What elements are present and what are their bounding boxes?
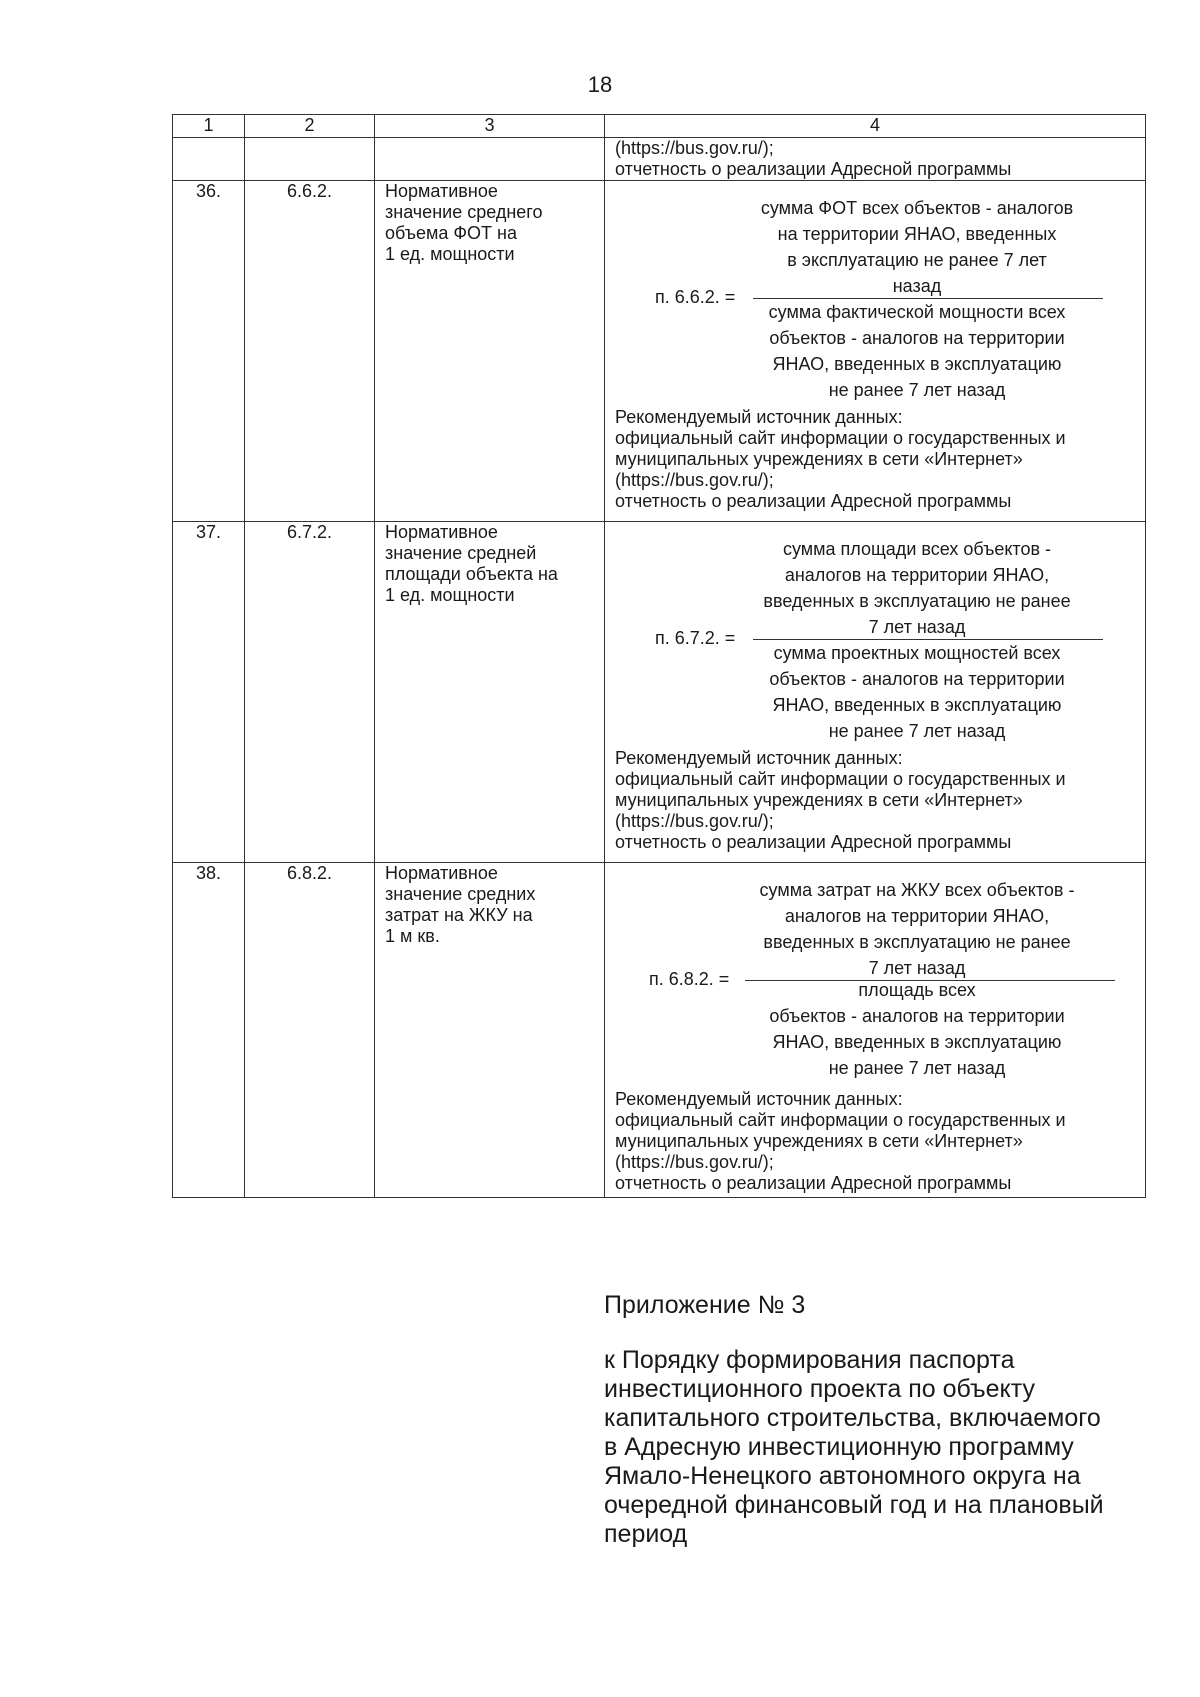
table-row <box>173 863 1146 1198</box>
numerator-line: аналогов на территории ЯНАО, <box>784 565 1050 585</box>
header-col-3: 3 <box>375 115 605 138</box>
source-line: муниципальных учреждениях в сети «Интернет» <box>615 1131 1023 1151</box>
appendix-line: очередной финансовый год и на плановый <box>604 1491 1104 1519</box>
source-line: (https://bus.gov.ru/); <box>615 811 774 831</box>
row-code: 6.6.2. <box>245 181 375 522</box>
appendix-line: Ямало-Ненецкого автономного округа на <box>604 1462 1081 1490</box>
cell-empty <box>245 138 375 181</box>
numerator-line: введенных в эксплуатацию не ранее <box>763 591 1071 611</box>
source-line: официальный сайт информации о государственных и <box>615 428 1066 448</box>
table-row <box>173 181 1146 522</box>
header-col-1: 1 <box>173 115 245 138</box>
cell-empty <box>375 138 605 181</box>
appendix-body <box>604 1346 1164 1549</box>
source-line: Рекомендуемый источник данных: <box>615 1089 903 1109</box>
name-line: площади объекта на <box>385 564 558 584</box>
numerator-line: в эксплуатацию не ранее 7 лет <box>787 250 1047 270</box>
numerator-line: на территории ЯНАО, введенных <box>777 224 1057 244</box>
denominator-line: не ранее 7 лет назад <box>828 721 1006 741</box>
source-line: Рекомендуемый источник данных: <box>615 407 903 427</box>
formula <box>615 536 1135 746</box>
numerator-line: сумма площади всех объектов - <box>782 539 1052 559</box>
name-line: Нормативное <box>385 181 498 201</box>
row-number: 38. <box>173 863 245 1198</box>
formula-numerator <box>745 536 1089 640</box>
data-source <box>615 748 1135 853</box>
table-header-row <box>173 115 1146 138</box>
source-line: отчетность о реализации Адресной программы <box>615 491 1012 511</box>
cell-empty <box>173 138 245 181</box>
name-line: значение среднего <box>385 202 543 222</box>
table-row <box>173 522 1146 863</box>
appendix-line: к Порядку формирования паспорта <box>604 1346 1015 1374</box>
numerator-line: сумма затрат на ЖКУ всех объектов - <box>759 880 1075 900</box>
name-line: Нормативное <box>385 522 498 542</box>
formula-label: п. 6.6.2. = <box>655 287 736 307</box>
name-line: 1 м кв. <box>385 926 440 946</box>
data-source <box>615 407 1135 512</box>
table-row-continuation <box>173 138 1146 181</box>
name-line: 1 ед. мощности <box>385 244 515 264</box>
source-line: муниципальных учреждениях в сети «Интернет» <box>615 449 1023 469</box>
name-line: значение средней <box>385 543 537 563</box>
denominator-line: не ранее 7 лет назад <box>828 380 1006 400</box>
denominator-line: ЯНАО, введенных в эксплуатацию <box>772 1032 1062 1052</box>
name-line: значение средних <box>385 884 536 904</box>
formula-numerator <box>745 877 1089 981</box>
indicator-name <box>375 863 605 1198</box>
numerator-line: сумма ФОТ всех объектов - аналогов <box>760 198 1074 218</box>
formula <box>615 877 1135 1087</box>
formula-label: п. 6.7.2. = <box>655 628 736 648</box>
indicators-table <box>172 114 1146 1198</box>
formula-cell <box>605 522 1146 863</box>
numerator-line: аналогов на территории ЯНАО, <box>784 906 1050 926</box>
name-line: затрат на ЖКУ на <box>385 905 533 925</box>
source-line: официальный сайт информации о государственных и <box>615 1110 1066 1130</box>
formula-denominator <box>745 299 1089 403</box>
continuation-line: (https://bus.gov.ru/); <box>615 138 774 158</box>
source-line: (https://bus.gov.ru/); <box>615 470 774 490</box>
appendix-title: Приложение № 3 <box>604 1291 806 1319</box>
continuation-line: отчетность о реализации Адресной программы <box>615 159 1012 179</box>
denominator-line: сумма фактической мощности всех <box>768 302 1066 322</box>
name-line: объема ФОТ на <box>385 223 518 243</box>
source-line: отчетность о реализации Адресной программы <box>615 832 1012 852</box>
source-line: отчетность о реализации Адресной программы <box>615 1173 1012 1193</box>
denominator-line: объектов - аналогов на территории <box>769 328 1065 348</box>
source-line: (https://bus.gov.ru/); <box>615 1152 774 1172</box>
page-number: 18 <box>587 72 613 97</box>
row-code: 6.8.2. <box>245 863 375 1198</box>
formula <box>615 195 1135 405</box>
numerator-line: введенных в эксплуатацию не ранее <box>763 932 1071 952</box>
indicator-name <box>375 181 605 522</box>
numerator-line: назад <box>892 276 942 296</box>
formula-denominator <box>745 977 1089 1081</box>
header-col-2: 2 <box>245 115 375 138</box>
denominator-line: ЯНАО, введенных в эксплуатацию <box>772 354 1062 374</box>
formula-label: п. 6.8.2. = <box>649 969 730 989</box>
formula-cell <box>605 181 1146 522</box>
appendix-line: инвестиционного проекта по объекту <box>604 1375 1035 1403</box>
source-line: официальный сайт информации о государственных и <box>615 769 1066 789</box>
row-code: 6.7.2. <box>245 522 375 863</box>
continuation-cell <box>605 138 1146 181</box>
name-line: 1 ед. мощности <box>385 585 515 605</box>
numerator-line: 7 лет назад <box>868 958 966 978</box>
indicator-name <box>375 522 605 863</box>
denominator-line: площадь всех <box>858 980 976 1000</box>
appendix-line: в Адресную инвестиционную программу <box>604 1433 1074 1461</box>
row-number: 37. <box>173 522 245 863</box>
appendix-block <box>604 1290 1164 1549</box>
denominator-line: ЯНАО, введенных в эксплуатацию <box>772 695 1062 715</box>
denominator-line: сумма проектных мощностей всех <box>773 643 1061 663</box>
row-number: 36. <box>173 181 245 522</box>
source-line: Рекомендуемый источник данных: <box>615 748 903 768</box>
denominator-line: не ранее 7 лет назад <box>828 1058 1006 1078</box>
formula-numerator <box>745 195 1089 299</box>
name-line: Нормативное <box>385 863 498 883</box>
numerator-line: 7 лет назад <box>868 617 966 637</box>
appendix-line: период <box>604 1520 688 1548</box>
data-source <box>615 1089 1135 1194</box>
appendix-line: капитального строительства, включаемого <box>604 1404 1101 1432</box>
source-line: муниципальных учреждениях в сети «Интернет» <box>615 790 1023 810</box>
denominator-line: объектов - аналогов на территории <box>769 669 1065 689</box>
header-col-4: 4 <box>605 115 1146 138</box>
formula-denominator <box>745 640 1089 744</box>
denominator-line: объектов - аналогов на территории <box>769 1006 1065 1026</box>
formula-cell <box>605 863 1146 1198</box>
